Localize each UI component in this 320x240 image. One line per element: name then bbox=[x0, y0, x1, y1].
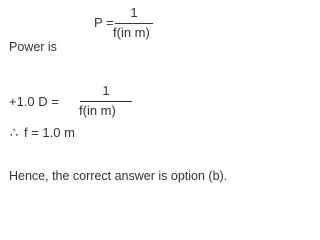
eq1-fraction-bar bbox=[115, 23, 153, 24]
eq2-fraction-bar bbox=[80, 101, 132, 102]
eq1-numerator: 1 bbox=[130, 5, 138, 20]
eq2-lhs: +1.0 D = bbox=[9, 94, 59, 109]
conclusion-text: Hence, the correct answer is option (b). bbox=[9, 169, 228, 183]
eq2-numerator: 1 bbox=[102, 83, 110, 98]
eq1-denominator: f(in m) bbox=[113, 25, 150, 40]
eq2-denominator: f(in m) bbox=[79, 103, 116, 118]
therefore-symbol: ∴ bbox=[10, 125, 19, 140]
therefore-result: f = 1.0 m bbox=[24, 125, 75, 140]
eq1-lhs: P = bbox=[94, 15, 114, 30]
power-label: Power is bbox=[9, 40, 57, 54]
